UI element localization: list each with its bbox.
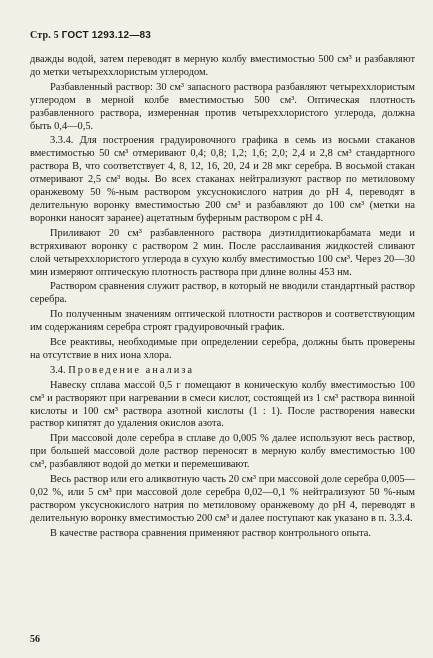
paragraph: Навеску сплава массой 0,5 г помещают в коническую колбу вместимостью 100 см³ и растворяют при нагревании в смеси кислот, состоящей из 1 см³ раствора винной кислоты и 100 см³ раствора азотной кислоты (1 : 1). После растворения навески раствор кипятят до удаления окислов азота. <box>30 379 415 430</box>
standard-number: ГОСТ 1293.12—83 <box>61 30 152 41</box>
section-number: 3.4. <box>50 364 66 376</box>
paragraph: Разбавленный раствор: 30 см³ запасного раствора разбавляют четыреххлористым углеродом в мерной колбе вместимостью 500 см³. Оптическая плотность разбавленного раствора, измеренная против четыреххлористого углерода, должна быть 0,4—0,5. <box>30 81 415 132</box>
section-heading <box>30 365 415 378</box>
section-title: Проведение анализа <box>68 364 194 376</box>
paragraph: 3.3.4. Для построения градуировочного графика в семь из восьми стаканов вместимостью 50 см³ отмеривают 0,4; 0,8; 1,2; 1,6; 2,0; 2,4 и 2,8 см³ стандартного раствора В, что соответствует 4, 8, 12, 16, 20, 24 и 28 мкг серебра. В восьмой стакан отмеривают 2,5 см³ воды. Во всех стаканах нейтрализуют раствор по метиловому оранжевому 50 %-ным раствором уксуснокислого натрия до рН 4, переводят в делительную воронку вместимостью 200 см³ и разбавляют до 100 см³ (метки на воронки наносят заранее) ацетатным буферным раствором с рН 4. <box>30 135 415 224</box>
paragraph: При массовой доле серебра в сплаве до 0,005 % далее используют весь раствор, при большей массовой доле раствор переносят в мерную колбу вместимостью 100 см³, разбавляют водой до метки и перемешивают. <box>30 433 415 471</box>
paragraph: В качестве раствора сравнения применяют раствор контрольного опыта. <box>50 527 371 539</box>
paragraph: По полученным значениям оптической плотности растворов и соответствующим им содержаниям серебра строят градуировочный график. <box>30 309 415 334</box>
page-number: 56 <box>30 634 40 645</box>
paragraph: дважды водой, затем переводят в мерную колбу вместимостью 500 см³ и разбавляют до метки четыреххлористым углеродом. <box>30 54 415 78</box>
paragraph: Раствором сравнения служит раствор, в который не вводили стандартный раствор серебра. <box>30 281 415 306</box>
paragraph: Весь раствор или его аликвотную часть 20 см³ при массовой доле серебра 0,005—0,02 %, или 5 см³ при массовой доле серебра 0,02—0,1 % нейтрализуют 50 %-ным раствором уксуснокислого натрия по метиловому оранжевому до рН 4, переводят в делительную воронку вместимостью 200 см³ и далее поступают как указано в п. 3.3.4. <box>30 474 415 524</box>
paragraph: Все реактивы, необходимые при определении серебра, должны быть проверены на отсутствие в них иона хлора. <box>30 337 415 361</box>
document-body <box>30 54 415 543</box>
paragraph: Приливают 20 см³ разбавленного раствора диэтилдитиокарбамата меди и встряхивают воронку с раствором 2 мин. После расслаивания жидкостей сливают слой четыреххлористого углерода в сухую колбу вместимостью 100 см³. Через 20—30 мин измеряют оптическую плотность раствора при длине волны 453 нм. <box>30 227 415 278</box>
page-header <box>30 30 151 41</box>
page-label: Стр. 5 <box>30 30 59 41</box>
